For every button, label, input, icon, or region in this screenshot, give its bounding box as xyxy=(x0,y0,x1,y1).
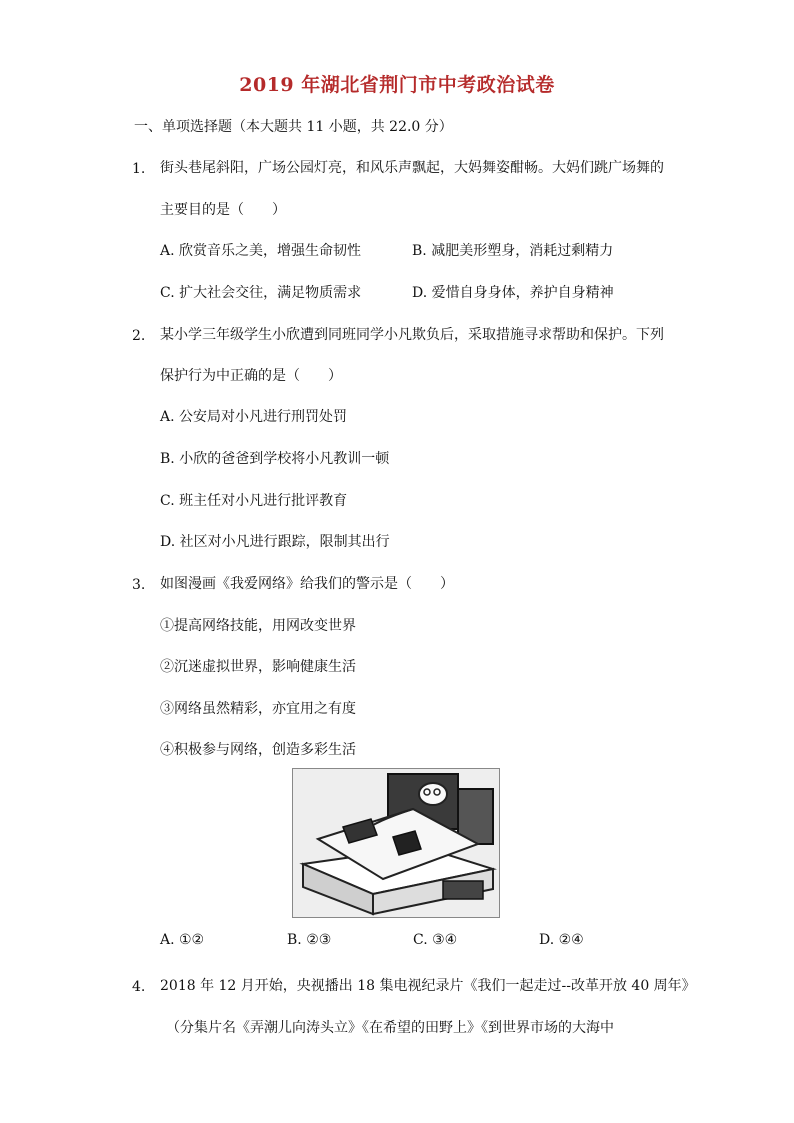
question-2-option-a: A. 公安局对小凡进行刑罚处罚 xyxy=(160,409,348,425)
question-4-line-1: 2018 年 12 月开始，央视播出 18 集电视纪录片《我们一起走过--改革开放 40 周年》 xyxy=(160,978,696,994)
question-1-option-c: C. 扩大社会交往，满足物质需求 xyxy=(160,285,362,301)
question-2-number: 2. xyxy=(132,328,146,344)
cartoon-illustration xyxy=(292,768,500,918)
question-4-line-2: （分集片名《弄潮儿向涛头立》《在希望的田野上》《到世界市场的大海中 xyxy=(166,1020,614,1036)
question-2-option-c: C. 班主任对小凡进行批评教育 xyxy=(160,493,348,509)
question-1-number: 1. xyxy=(132,161,146,177)
question-3-option-b: B. ②③ xyxy=(287,932,332,948)
question-2-line-1: 某小学三年级学生小欣遭到同班同学小凡欺负后，采取措施寻求帮助和保护。下列 xyxy=(160,327,664,343)
cartoon-drawing xyxy=(293,769,499,917)
section-header: 一、单项选择题（本大题共 11 小题，共 22.0 分） xyxy=(134,119,453,135)
question-3-statement-2: ②沉迷虚拟世界，影响健康生活 xyxy=(160,659,356,675)
question-3-line-1: 如图漫画《我爱网络》给我们的警示是（ ） xyxy=(160,576,454,592)
question-2-option-d: D. 社区对小凡进行跟踪，限制其出行 xyxy=(160,534,390,550)
question-2-line-2: 保护行为中正确的是（ ） xyxy=(160,368,342,384)
question-1-option-d: D. 爱惜自身身体，养护自身精神 xyxy=(412,285,614,301)
question-2-option-b: B. 小欣的爸爸到学校将小凡教训一顿 xyxy=(160,451,390,467)
question-3-statement-1: ①提高网络技能，用网改变世界 xyxy=(160,618,356,634)
page-title: 2019 年湖北省荆门市中考政治试卷 xyxy=(239,74,555,96)
question-3-option-a: A. ①② xyxy=(160,932,205,948)
question-1-line-1: 街头巷尾斜阳，广场公园灯亮，和风乐声飘起，大妈舞姿酣畅。大妈们跳广场舞的 xyxy=(160,160,664,176)
question-3-option-c: C. ③④ xyxy=(413,932,458,948)
question-3-number: 3. xyxy=(132,577,146,593)
question-3-statement-4: ④积极参与网络，创造多彩生活 xyxy=(160,742,356,758)
question-1-option-b: B. 减肥美形塑身，消耗过剩精力 xyxy=(412,243,614,259)
question-4-number: 4. xyxy=(132,979,146,995)
question-1-line-2: 主要目的是（ ） xyxy=(160,202,286,218)
question-3-statement-3: ③网络虽然精彩，亦宜用之有度 xyxy=(160,701,356,717)
question-3-option-d: D. ②④ xyxy=(539,932,584,948)
question-1-option-a: A. 欣赏音乐之美，增强生命韧性 xyxy=(160,243,362,259)
